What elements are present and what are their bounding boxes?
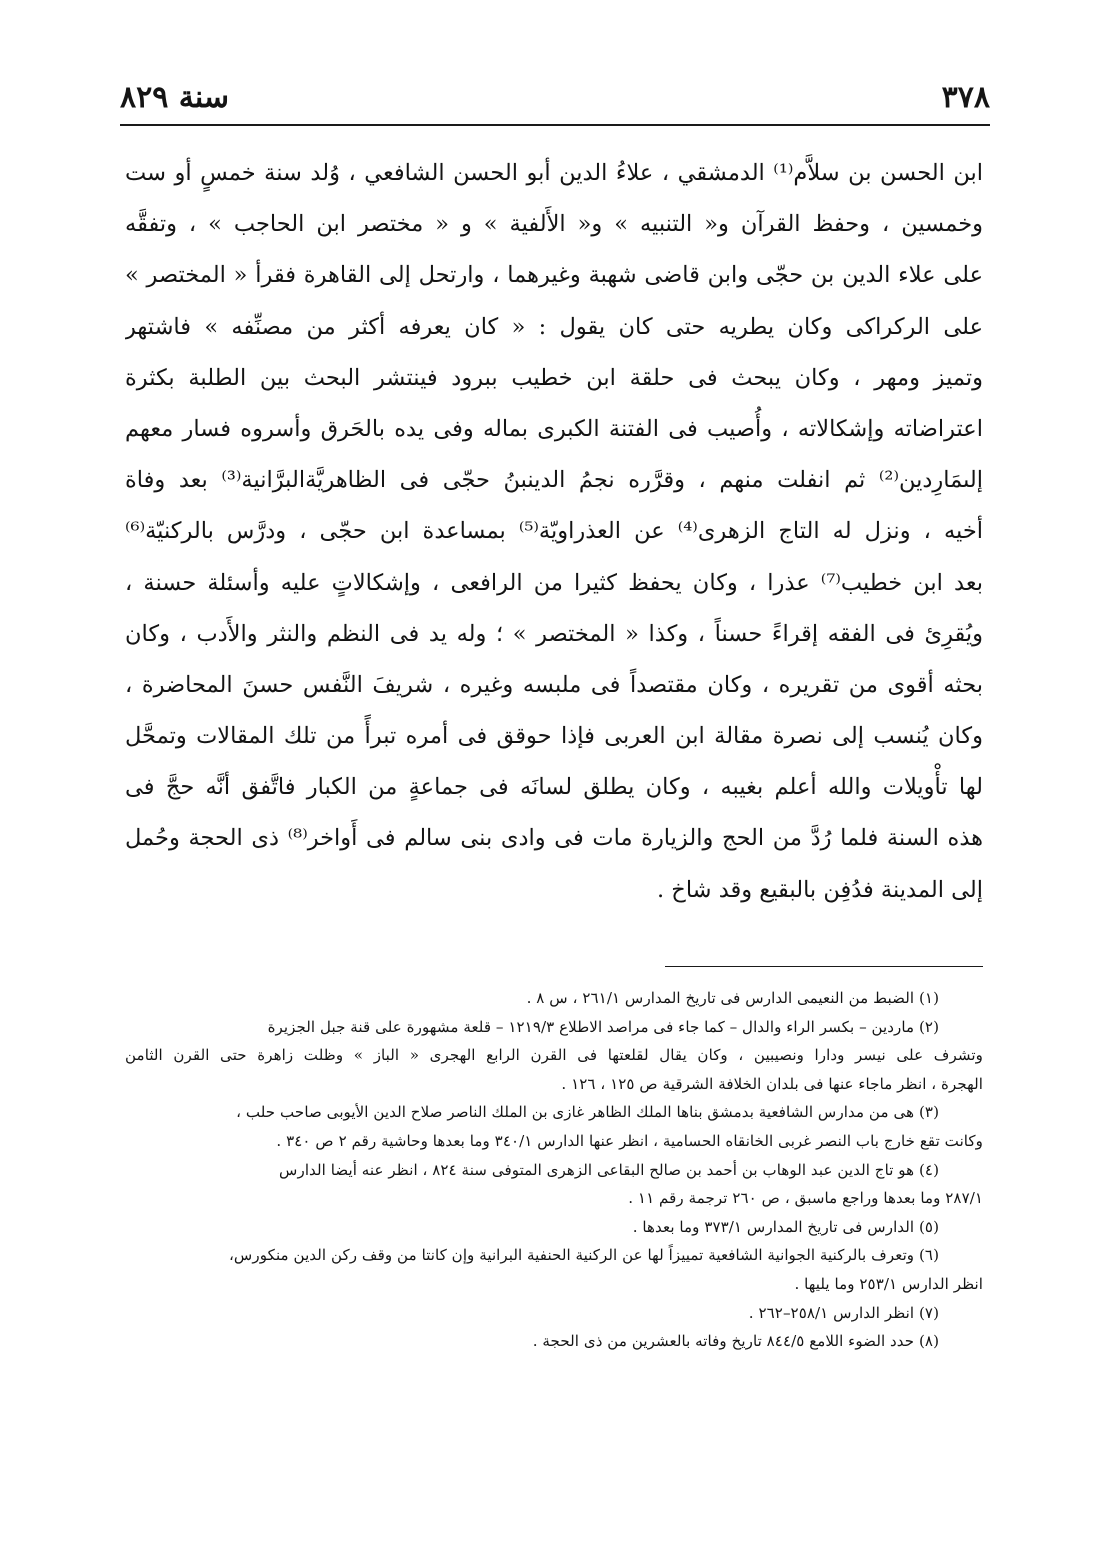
text-line: على الركراكى وكان يطريه حتى كان يقول : « كان يعرفه أكثر من مصنِّفه » فاشتهر: [125, 313, 983, 340]
text-line: اعتراضاته وإشكالاته ، وأُصيب فى الفتنة الكبرى بماله وفى يده بالحَرق وأسروه فسار معهم: [125, 415, 983, 442]
text-line: بحثه أقوى من تقريره ، وكان مقتصداً فى ملبسه وغيره ، شريفَ النَّفس حسنَ المحاضرة ،: [125, 671, 983, 698]
footnote-line: الهجرة ، انظر ماجاء عنها فى بلدان الخلافة الشرقية ص ١٢٥ ، ١٢٦ .: [561, 1074, 983, 1093]
footnote-line: (٣) هى من مدارس الشافعية بدمشق بناها الملك الظاهر غازى بن الملك الناصر صلاح الدين الأيوبى صاحب حلب ،: [236, 1103, 939, 1122]
running-head-year: سنة ٨٢٩: [120, 80, 230, 115]
text-line: وتميز ومهر ، وكان يبحث فى حلقة ابن خطيب ببرود فينتشر البحث بين الطلبة بكثرة: [125, 364, 983, 391]
text-line: أخيه ، ونزل له التاج الزهرى⁽⁴⁾ عن العذراويّة⁽⁵⁾ بمساعدة ابن حجّى ، ودرَّس بالركنيّة⁽⁶⁾: [125, 518, 983, 545]
text-line: ويُقرِئ فى الفقه إقراءً حسناً ، وكذا « المختصر » ؛ وله يد فى النظم والنثر والأَدب ، وكان: [125, 620, 983, 647]
text-line: وخمسين ، وحفظ القرآن و« التنبيه » و« الأَلفية » و « مختصر ابن الحاجب » ، وتفقَّه: [125, 211, 983, 238]
header-rule: [120, 124, 990, 126]
running-header: [120, 74, 990, 118]
text-line: هذه السنة فلما رُدَّ من الحج والزيارة مات فى وادى بنى سالم فى أَواخر⁽⁸⁾ ذى الحجة وحُمل: [125, 825, 983, 852]
text-line: وكان يُنسب إلى نصرة مقالة ابن العربى فإذا حوقق فى أمره تبرأً من تلك المقالات وتمحَّل: [125, 723, 983, 750]
footnote-line: (٥) الدارس فى تاريخ المدارس ٣٧٣/١ وما بعدها .: [632, 1217, 939, 1236]
text-line: إلىمَارِدين⁽²⁾ ثم انفلت منهم ، وقرَّره نجمُ الدينبنُ حجّى فى الظاهريَّةالبرَّانية⁽³⁾ بعد وفاة: [125, 467, 983, 494]
footnote-line: (٨) حدد الضوء اللامع ٨٤٤/٥ تاريخ وفاته بالعشرين من ذى الحجة .: [532, 1332, 939, 1351]
footnote-line: (١) الضبط من النعيمى الدارس فى تاريخ المدارس ٢٦١/١ ، س ٨ .: [526, 989, 939, 1007]
footnote-separator: [665, 966, 983, 967]
footnote-line: انظر الدارس ٢٥٣/١ وما يليها .: [794, 1274, 983, 1293]
footnote-line: وتشرف على نيسر ودارا ونصيبين ، وكان يقال لقلعتها فى القرن الرابع الهجرى « الباز » وظلت زاهرة حتى القرن الثامن: [125, 1046, 983, 1065]
footnote-line: (٢) ماردين – بكسر الراء والدال – كما جاء فى مراصد الاطلاع ١٢١٩/٣ – قلعة مشهورة على قنة جبل الجزيرة: [267, 1017, 939, 1036]
text-line: ابن الحسن بن سلاَّم⁽¹⁾ الدمشقي ، علاءُ الدين أبو الحسن الشافعي ، وُلد سنة خمسٍ أو ست: [125, 160, 983, 186]
text-line: على علاء الدين بن حجّى وابن قاضى شهبة وغيرهما ، وارتحل إلى القاهرة فقرأ « المختصر »: [125, 262, 983, 289]
footnote-line: وكانت تقع خارج باب النصر غربى الخانقاه الحسامية ، انظر عنها الدارس ٣٤٠/١ وما بعدها وحاشية رقم ٢ ص ٣٤٠ .: [276, 1131, 983, 1150]
text-line: بعد ابن خطيب⁽⁷⁾ عذرا ، وكان يحفظ كثيرا من الرافعى ، وإشكالاتٍ عليه وأسئلة حسنة ،: [125, 569, 983, 596]
footnote-line: (٦) وتعرف بالركنية الجوانية الشافعية تمييزاً لها عن الركنية الحنفية البرانية وإن كانتا من وقف ركن الدين منكورس،: [228, 1246, 939, 1265]
text-line: لها تأْويلات والله أعلم بغيبه ، وكان يطلق لسانَه فى جماعةٍ من الكبار فاتَّفق أنَّه حجَّ فى: [125, 774, 983, 801]
footnote-line: (٤) هو تاج الدين عبد الوهاب بن أحمد بن صالح البقاعى الزهرى المتوفى سنة ٨٢٤ ، انظر عنه أيضا الدارس: [278, 1160, 939, 1179]
main-text: [125, 148, 983, 916]
footnote-line: (٧) انظر الدارس ٢٥٨/١–٢٦٢ .: [748, 1303, 939, 1322]
page-number: ٣٧٨: [941, 80, 990, 115]
footnote-line: ٢٨٧/١ وما بعدها وراجع ماسبق ، ص ٢٦٠ ترجمة رقم ١١ .: [628, 1189, 983, 1208]
text-line: إلى المدينة فدُفِن بالبقيع وقد شاخ .: [657, 876, 983, 903]
footnotes: [125, 984, 983, 1356]
